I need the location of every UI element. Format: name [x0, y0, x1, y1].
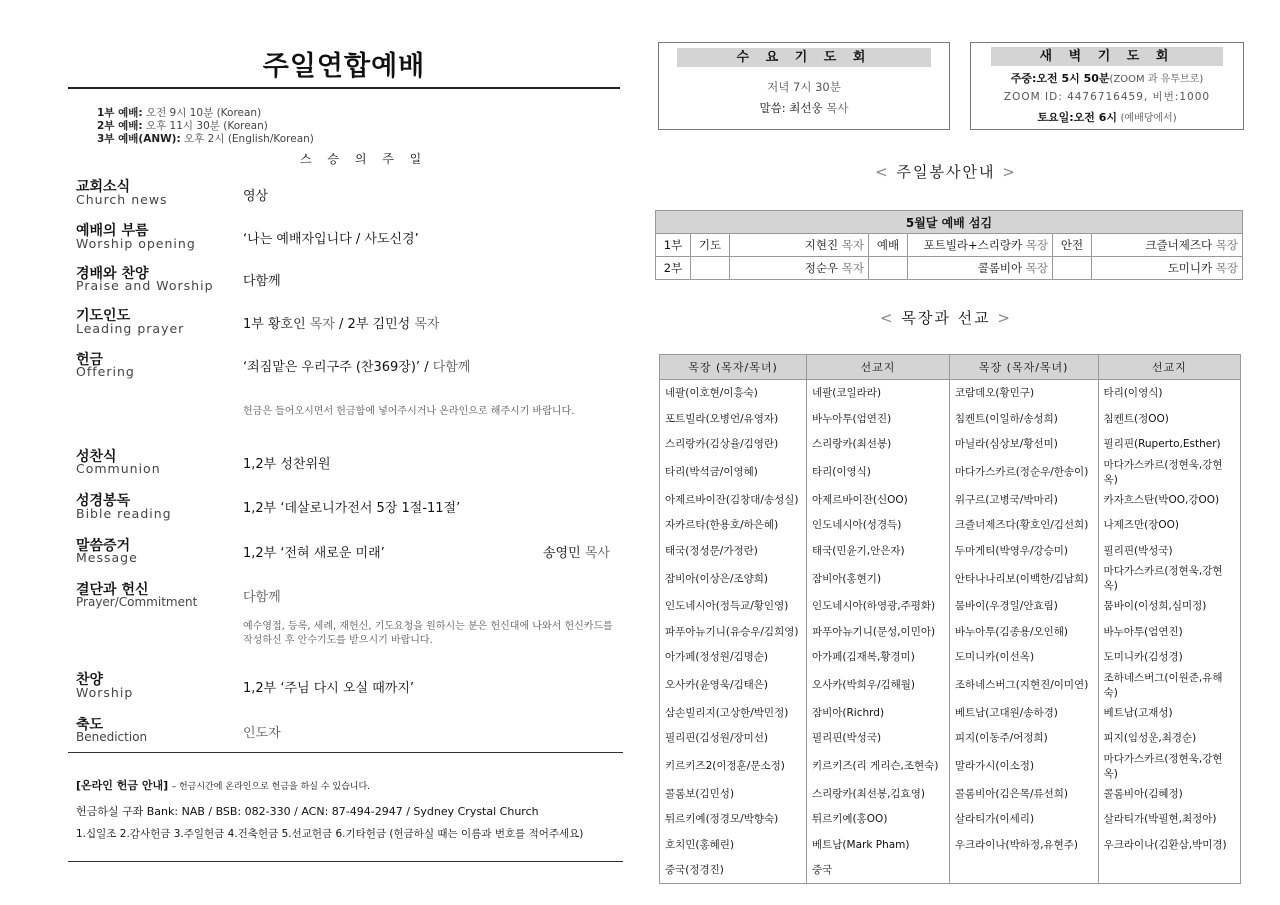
monthly-header: 5월달 예배 섬김: [656, 211, 1243, 234]
title-divider: [68, 87, 620, 89]
group-cell: 아제르바이잔(김창대/송성실): [660, 487, 807, 513]
mission-field-cell: 마다가스카르(정현욱,강현옥): [1098, 563, 1240, 593]
order-title-en: Benediction: [76, 730, 148, 744]
message-speaker: 송영민 목사: [543, 546, 610, 561]
group-cell: 우크라이나(박하정,유현주): [949, 832, 1098, 858]
mission-field-cell: 베트남(고재성): [1098, 700, 1240, 726]
table-row: [660, 857, 1241, 883]
mission-col-header: 선교지: [1098, 355, 1240, 380]
group-cell: 자카르타(한용호/하은혜): [660, 512, 807, 538]
table-row: [660, 487, 1241, 513]
order-title-en: Bible reading: [76, 506, 172, 521]
service-time-2: 2부 예배: 오후 11시 30분 (Korean): [97, 120, 268, 132]
dawn-saturday: 토요일:오전 6시 (예배당에서): [1037, 111, 1177, 124]
group-cell: 삼손빌리지(고상한/박민정): [660, 700, 807, 726]
table-row: 1부 기도 지현진 목자 예배 포트빌라+스리랑카 목장 안전 크즐너제즈다 목장: [656, 234, 1243, 257]
mission-table: [659, 354, 1241, 884]
monthly-service-table: [655, 210, 1243, 280]
group-cell: 스리랑카(김상율/김영란): [660, 431, 807, 457]
wednesday-prayer-speaker: 말씀: 최선웅 목사: [759, 101, 849, 115]
table-row: [660, 781, 1241, 807]
mission-field-cell: 필리핀(Ruperto,Esther): [1098, 431, 1240, 457]
order-title-en: Worship: [76, 685, 134, 700]
dawn-zoom: ZOOM ID: 4476716459, 비번:1000: [1003, 91, 1211, 103]
mission-field-cell: 도미니카(김성경): [1098, 644, 1240, 670]
table-row: [660, 725, 1241, 751]
dawn-weekday: 주중:오전 5시 50분(ZOOM 과 유투브로): [1010, 72, 1204, 85]
group-cell: 호치민(홍혜린): [660, 832, 807, 858]
group-cell: 두마게티(박영우/강승미): [949, 538, 1098, 564]
mission-field-cell: 인도네시아(성경득): [806, 512, 949, 538]
dawn-prayer-title: 새 벽 기 도 회: [991, 47, 1223, 66]
group-cell: 콜롬비아(김은목/류선희): [949, 781, 1098, 807]
table-row: [660, 751, 1241, 781]
mission-field-cell: 마다가스카르(정현욱,강현옥): [1098, 751, 1240, 781]
group-cell: 코람데오(황민구): [949, 380, 1098, 406]
table-row: [660, 406, 1241, 432]
mission-field-cell: 살라티가(박필현,최정아): [1098, 806, 1240, 832]
service-info-title: < 주일봉사안내 >: [875, 163, 1017, 181]
mission-field-cell: 아제르바이잔(신OO): [806, 487, 949, 513]
group-cell: 마다가스카르(정순우/한송이): [949, 457, 1098, 487]
mission-field-cell: 마다가스카르(정현욱,강현옥): [1098, 457, 1240, 487]
mission-field-cell: 잠비아(홍현기): [806, 563, 949, 593]
group-cell: 잠비아(이상은/조양희): [660, 563, 807, 593]
mission-field-cell: 침켄트(정OO): [1098, 406, 1240, 432]
table-row: [660, 670, 1241, 700]
group-cell: 위구르(고병국/박마리): [949, 487, 1098, 513]
group-cell: [949, 857, 1098, 883]
group-cell: 안타나나리보(이백한/김남희): [949, 563, 1098, 593]
group-cell: 바누아투(김종용/오인해): [949, 619, 1098, 645]
service-time-3: 3부 예배(ANW): 오후 2시 (English/Korean): [97, 133, 314, 145]
mission-field-cell: 튀르키예(홍OO): [806, 806, 949, 832]
wednesday-prayer-time: 저녁 7시 30분: [767, 80, 841, 94]
order-title-ko: 축도: [76, 717, 104, 733]
table-row: [660, 538, 1241, 564]
mission-field-cell: 잠비아(Richrd): [806, 700, 949, 726]
mission-field-cell: 오사카(박희우/김해월): [806, 670, 949, 700]
dawn-prayer-box: [970, 42, 1244, 130]
order-value: 다함께: [243, 274, 281, 289]
group-cell: 인도네시아(정득교/황인영): [660, 593, 807, 619]
group-cell: 베트남(고대원/송하경): [949, 700, 1098, 726]
order-title-en: Church news: [76, 192, 168, 207]
order-value: ‘죄짐맡은 우리구주 (찬369장)’ / 다함께: [243, 360, 471, 375]
section-divider: [68, 752, 623, 753]
online-offering-types: 1.십일조 2.감사헌금 3.주일헌금 4.건축헌금 5.선교헌금 6.기타헌금 (헌금하실 때는 이름과 번호를 적어주세요): [76, 828, 584, 840]
order-title-en: Message: [76, 550, 138, 565]
group-cell: 아가페(정성원/김명순): [660, 644, 807, 670]
order-title-ko: 찬양: [76, 672, 104, 688]
mission-field-cell: 파푸아뉴기니(문성,이민아): [806, 619, 949, 645]
sunday-theme: 스 승 의 주 일: [300, 152, 428, 166]
order-value: 인도자: [243, 726, 281, 741]
mission-field-cell: 조하네스버그(이원준,유해숙): [1098, 670, 1240, 700]
mission-field-cell: 키르키즈(리 게리슨,조현숙): [806, 751, 949, 781]
section-divider: [68, 861, 623, 862]
order-value: 다함께: [243, 590, 281, 605]
table-row: [660, 512, 1241, 538]
mission-field-cell: 아가페(김재복,황경미): [806, 644, 949, 670]
group-cell: 크즐너제즈다(황호인/김선희): [949, 512, 1098, 538]
order-value: 1,2부 성찬위원: [243, 457, 331, 472]
group-cell: 태국(정성문/가정란): [660, 538, 807, 564]
service-time-1: 1부 예배: 오전 9시 10분 (Korean): [97, 107, 262, 119]
group-cell: 말라가시(이소정): [949, 751, 1098, 781]
order-title-en: Praise and Worship: [76, 278, 214, 293]
mission-field-cell: 베트남(Mark Pham): [806, 832, 949, 858]
mission-field-cell: 바누아투(엄연진): [806, 406, 949, 432]
order-title-en: Leading prayer: [76, 321, 185, 336]
table-row: [660, 619, 1241, 645]
mission-info-title: < 목장과 선교 >: [880, 309, 1012, 327]
mission-field-cell: 타리(이영식): [1098, 380, 1240, 406]
group-cell: 침켄트(이일하/송성희): [949, 406, 1098, 432]
mission-field-cell: 카자흐스탄(박OO,강OO): [1098, 487, 1240, 513]
mission-field-cell: 나제즈만(장OO): [1098, 512, 1240, 538]
mission-field-cell: 피지(임성운,최경순): [1098, 725, 1240, 751]
order-value: ‘나는 예배자입니다 / 사도신경’: [243, 232, 419, 247]
mission-field-cell: 바누아투(엄연진): [1098, 619, 1240, 645]
online-offering-account: 헌금하실 구좌 Bank: NAB / BSB: 082-330 / ACN: 87-494-2947 / Sydney Crystal Church: [76, 805, 539, 818]
group-cell: 뭄바이(우경일/안효림): [949, 593, 1098, 619]
mission-field-cell: 중국: [806, 857, 949, 883]
order-value: 1,2부 ‘데살로니가전서 5장 1절-11절’: [243, 501, 461, 516]
group-cell: 필리핀(김성원/장미선): [660, 725, 807, 751]
group-cell: 키르키즈2(이정훈/문소정): [660, 751, 807, 781]
order-title-ko: 말씀증거: [76, 538, 131, 554]
online-offering-heading: [온라인 헌금 안내] – 헌금시간에 온라인으로 헌금을 하실 수 있습니다.: [76, 779, 371, 792]
group-cell: 포트빌라(오병언/유영자): [660, 406, 807, 432]
table-row: 2부 정순우 목자 콜롬비아 목장 도미니카 목장: [656, 257, 1243, 280]
table-row: [660, 644, 1241, 670]
mission-field-cell: 우크라이나(김환삼,박미경): [1098, 832, 1240, 858]
order-title-en: Worship opening: [76, 236, 196, 251]
order-title-en: Communion: [76, 461, 161, 476]
order-title-ko: 기도인도: [76, 308, 131, 324]
order-title-en: Prayer/Commitment: [76, 595, 198, 609]
order-title-ko: 성경봉독: [76, 493, 131, 509]
group-cell: 콜롬보(김민성): [660, 781, 807, 807]
group-cell: 오사카(윤영욱/김태은): [660, 670, 807, 700]
mission-field-cell: 콜롬비아(김혜정): [1098, 781, 1240, 807]
mission-field-cell: 뭄바이(이성희,심미정): [1098, 593, 1240, 619]
group-cell: 도미니카(이선옥): [949, 644, 1098, 670]
mission-col-header: 목장 (목자/목녀): [949, 355, 1098, 380]
wednesday-prayer-box: [658, 42, 950, 130]
order-title-ko: 경배와 찬양: [76, 266, 149, 282]
group-cell: 타리(박석금/이영혜): [660, 457, 807, 487]
order-title-en: Offering: [76, 364, 135, 379]
mission-field-cell: [1098, 857, 1240, 883]
table-row: [660, 380, 1241, 406]
group-cell: 조하네스버그(지현진/이미연): [949, 670, 1098, 700]
offering-note: 헌금은 들어오시면서 헌금함에 넣어주시거나 온라인으로 해주시기 바랍니다.: [243, 406, 575, 417]
group-cell: 마닐라(심상보/황선미): [949, 431, 1098, 457]
group-cell: 파푸아뉴기니(유승우/김희영): [660, 619, 807, 645]
mission-field-cell: 인도네시아(하영광,주평화): [806, 593, 949, 619]
mission-field-cell: 태국(민윤기,안은자): [806, 538, 949, 564]
order-value: 1부 황호인 목자 / 2부 김민성 목자: [243, 317, 440, 332]
group-cell: 피지(이동주/어정희): [949, 725, 1098, 751]
order-title-ko: 예배의 부름: [76, 223, 149, 239]
order-value: 1,2부 ‘주님 다시 오실 때까지’: [243, 681, 415, 696]
mission-col-header: 목장 (목자/목녀): [660, 355, 807, 380]
mission-field-cell: 스리랑카(최선봉,김효영): [806, 781, 949, 807]
order-title-ko: 헌금: [76, 352, 104, 368]
mission-field-cell: 타리(이영식): [806, 457, 949, 487]
wednesday-prayer-title: 수 요 기 도 회: [677, 48, 931, 67]
group-cell: 중국(정경진): [660, 857, 807, 883]
mission-field-cell: 필리핀(박성국): [806, 725, 949, 751]
table-row: [660, 700, 1241, 726]
table-row: [660, 806, 1241, 832]
order-title-ko: 성찬식: [76, 449, 117, 465]
page-title: 주일연합예배: [262, 51, 426, 82]
table-row: [660, 593, 1241, 619]
group-cell: 튀르키예(정경모/박향숙): [660, 806, 807, 832]
group-cell: 살라티가(이세리): [949, 806, 1098, 832]
order-title-ko: 교회소식: [76, 179, 131, 195]
commit-note: 예수영접, 등록, 세례, 재헌신, 기도요청을 원하시는 분은 헌신대에 나와서 헌신카드를 작성하신 후 안수기도를 받으시기 바랍니다.: [243, 621, 613, 646]
table-row: [660, 457, 1241, 487]
table-row: [660, 563, 1241, 593]
order-value: 1,2부 ‘전혀 새로운 미래’: [243, 546, 385, 561]
table-row: [660, 832, 1241, 858]
table-row: [660, 431, 1241, 457]
mission-field-cell: 필리핀(박성국): [1098, 538, 1240, 564]
order-title-ko: 결단과 헌신: [76, 582, 149, 598]
order-value: 영상: [243, 189, 269, 204]
group-cell: 네팔(이호현/이흥숙): [660, 380, 807, 406]
mission-col-header: 선교지: [806, 355, 949, 380]
mission-field-cell: 네팔(코일라라): [806, 380, 949, 406]
mission-field-cell: 스리랑카(최선봉): [806, 431, 949, 457]
